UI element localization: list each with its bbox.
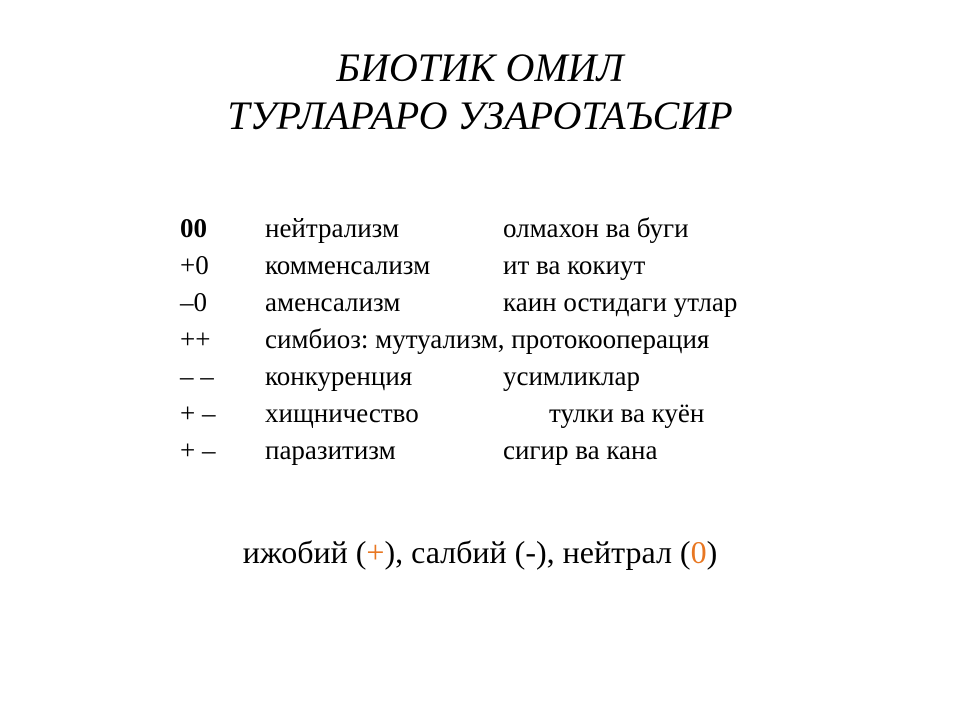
title-line-2: ТУРЛАРАРО УЗАРОТАЪСИР [227,93,733,138]
interaction-list [180,210,880,469]
list-item-neutralism [180,210,880,247]
interaction-term: комменсализм [265,250,431,280]
interaction-sign: + – [180,435,216,465]
list-item-competition [180,358,880,395]
interaction-term: паразитизм [265,435,396,465]
interaction-sign: –0 [180,287,207,317]
interaction-example: ит ва кокиут [503,250,646,280]
interaction-sign: – – [180,361,214,391]
legend-positive-word: ижобий ( [242,534,367,570]
interaction-term: аменсализм [265,287,401,317]
interaction-example: сигир ва кана [503,435,658,465]
interaction-sign: + – [180,398,216,428]
legend-positive-sign: + [366,534,385,570]
interaction-term: конкуренция [265,361,413,391]
list-item-predation [180,395,880,432]
interaction-example: усимликлар [503,361,641,391]
title-line-1: БИОТИК ОМИЛ [336,45,624,90]
interaction-term: хищничество [265,398,419,428]
interaction-term: нейтрализм [265,213,400,243]
interaction-term: симбиоз: мутуализм, протокооперация [265,324,710,354]
interaction-example: тулки ва куён [549,398,705,428]
list-item-parasitism [180,432,880,469]
list-item-symbiosis [180,321,880,358]
legend-closing-paren: ) [706,534,718,570]
interaction-sign: 00 [180,213,207,243]
interaction-example: каин остидаги утлар [503,287,738,317]
list-item-commensalism [180,247,880,284]
interaction-example: олмахон ва буги [503,213,689,243]
legend-middle-text: ), салбий (-), нейтрал ( [384,534,691,570]
list-item-amensalism [180,284,880,321]
interaction-sign: ++ [180,324,211,354]
sign-legend [0,530,960,574]
interaction-sign: +0 [180,250,209,280]
slide-title [0,44,960,140]
legend-neutral-sign: 0 [690,534,707,570]
